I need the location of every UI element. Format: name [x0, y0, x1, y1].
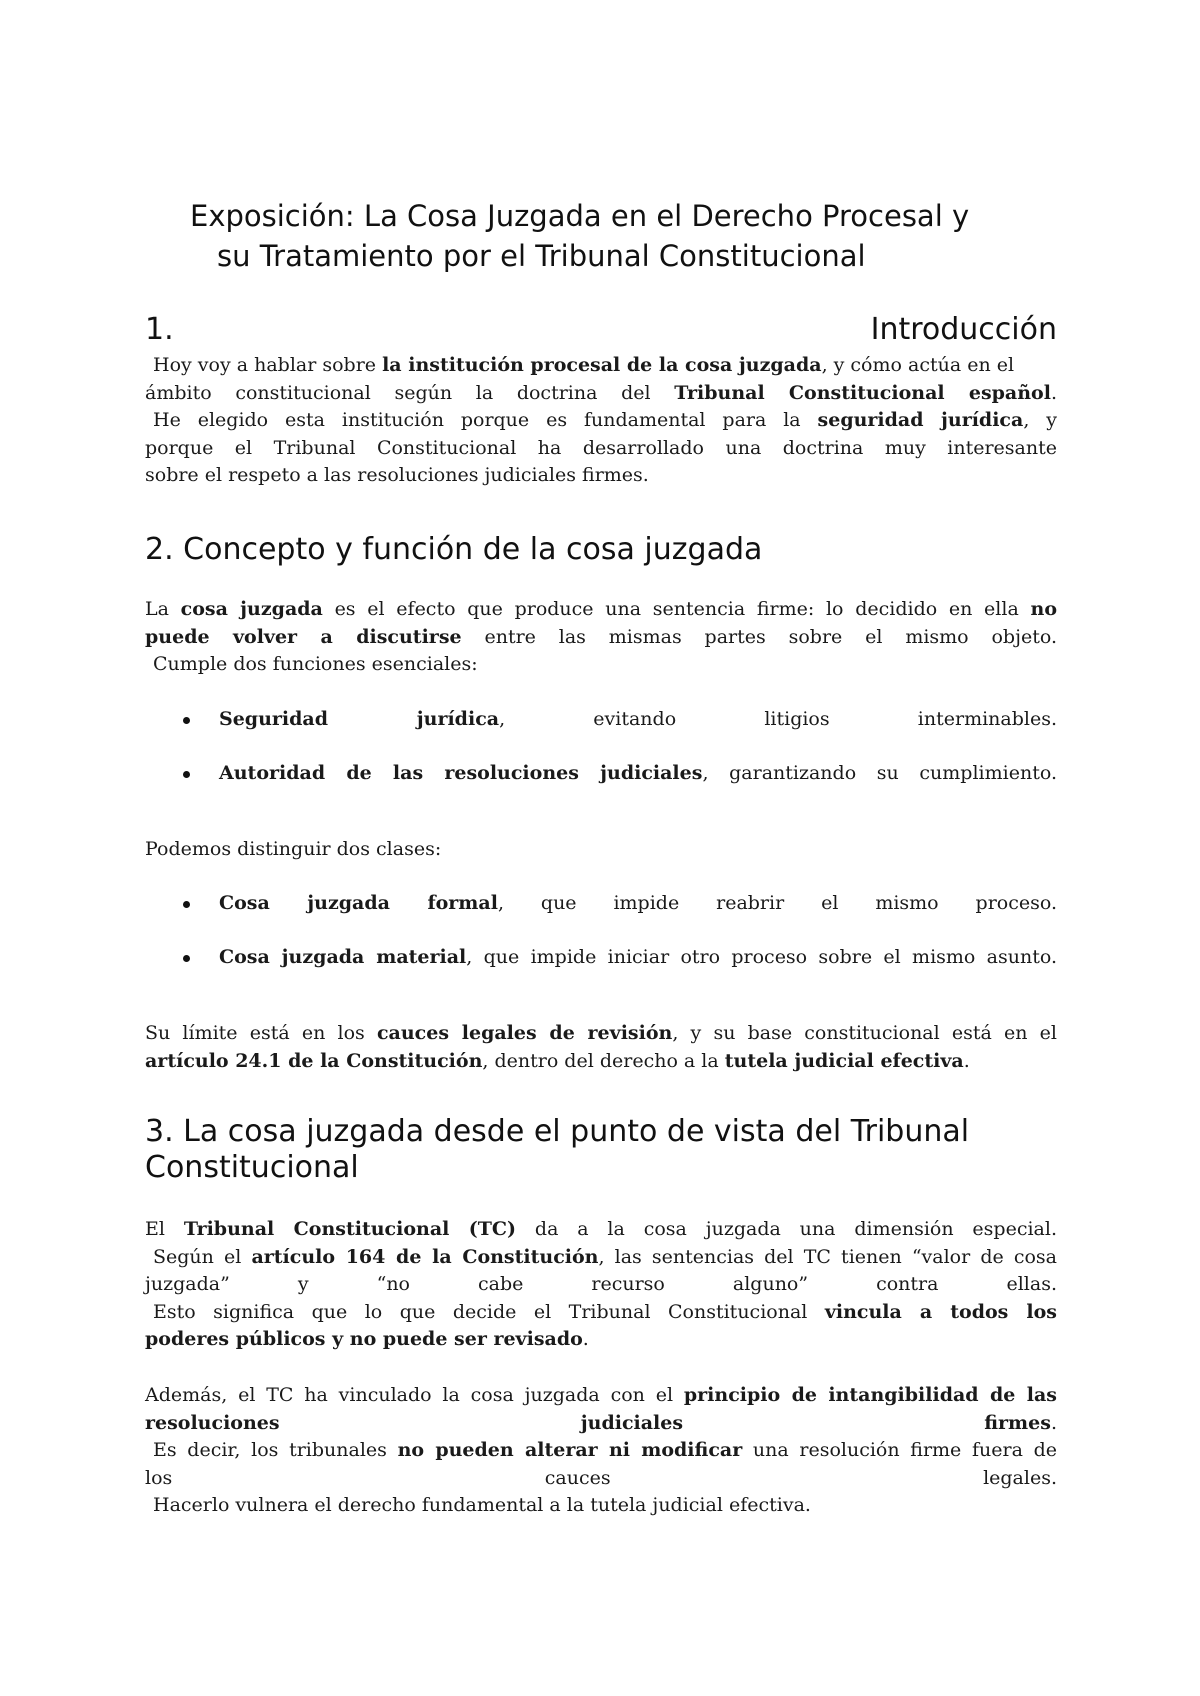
- text-run: .: [1050, 1411, 1057, 1434]
- text-run: Además, el TC ha vinculado la cosa juzgada con el: [145, 1384, 684, 1406]
- section-2-body: [145, 596, 1057, 679]
- text-run: .: [1050, 381, 1057, 404]
- text-run: Su límite está en los: [145, 1022, 377, 1044]
- bullet-text: [185, 890, 1057, 918]
- section-3-heading-line-1: 3. La cosa juzgada desde el punto de vista del Tribunal: [145, 1114, 970, 1149]
- bold-text: Cosa juzgada material: [219, 946, 467, 968]
- text-run: da a la cosa juzgada una dimensión especial.: [516, 1218, 1058, 1240]
- s3-line: [145, 1216, 1057, 1244]
- text-run: entre las mismas partes sobre el mismo objeto.: [461, 625, 1057, 648]
- classes-intro: Podemos distinguir dos clases:: [145, 838, 442, 860]
- s1-line: [145, 407, 1057, 435]
- bold-text: artículo 164 de la Constitución: [251, 1245, 599, 1268]
- section-1-title: Introducción: [870, 312, 1057, 347]
- s1-line: sobre el respeto a las resoluciones judiciales firmes.: [145, 464, 649, 486]
- text-run: es el efecto que produce una sentencia firme: lo decidido en ella: [322, 598, 1031, 620]
- s2-closing-line: [145, 1048, 1057, 1076]
- bold-text: Cosa juzgada formal: [219, 892, 498, 914]
- text-run: Es decir, los tribunales: [153, 1439, 398, 1461]
- function-bullet: [185, 760, 1057, 788]
- bold-text: resoluciones judiciales firmes: [145, 1411, 1051, 1434]
- s2-closing-line: [145, 1020, 1057, 1048]
- section-3-heading-line-2: Constitucional: [145, 1150, 359, 1185]
- class-bullet: [185, 944, 1057, 972]
- text-run: .: [963, 1049, 970, 1072]
- bullet-text: [185, 944, 1057, 972]
- section-1-number: 1.: [145, 312, 174, 347]
- bold-text: poderes públicos y no puede ser revisado: [145, 1328, 583, 1350]
- s1-line: [145, 380, 1057, 408]
- s3-line: [145, 1244, 1057, 1272]
- s3-line: los cauces legales.: [145, 1466, 1057, 1489]
- text-run: El: [145, 1218, 184, 1240]
- section-1-body: [145, 352, 1057, 490]
- section-3-heading: [145, 1114, 1057, 1186]
- text-run: He elegido esta institución porque es fundamental para la: [153, 409, 818, 431]
- text-run: , y: [1023, 409, 1057, 431]
- s3-line: [145, 1326, 1057, 1354]
- section-3-paragraph-1: [145, 1216, 1057, 1354]
- bold-text: cosa juzgada: [180, 598, 323, 620]
- document-title: [190, 196, 1090, 276]
- s1-line: [145, 352, 1057, 380]
- bold-text: no: [1030, 598, 1057, 620]
- text-run: , y cómo actúa en el: [821, 354, 1015, 376]
- text-run: Hoy voy a hablar sobre: [153, 354, 383, 376]
- title-line-1: Exposición: La Cosa Juzgada en el Derecho Procesal y: [190, 199, 970, 233]
- bold-text: puede volver a discutirse: [145, 625, 462, 648]
- class-bullet: [185, 890, 1057, 918]
- bullet-text: [185, 760, 1057, 788]
- text-run: , dentro del derecho a la: [482, 1049, 725, 1072]
- bold-text: Tribunal Constitucional (TC): [183, 1218, 517, 1240]
- text-run: Según el: [153, 1245, 252, 1268]
- section-2-closing: [145, 1020, 1057, 1075]
- function-bullet: [185, 706, 1057, 734]
- bold-text: vincula a todos los: [824, 1300, 1057, 1323]
- section-3-paragraph-2: [145, 1382, 1057, 1520]
- s1-line: porque el Tribunal Constitucional ha desarrollado una doctrina muy interesante: [145, 436, 1057, 459]
- text-run: , garantizando su cumplimiento.: [702, 762, 1057, 784]
- text-run: ámbito constitucional según la doctrina del: [145, 381, 675, 404]
- bold-text: artículo 24.1 de la Constitución: [145, 1049, 483, 1072]
- section-2-heading: 2. Concepto y función de la cosa juzgada: [145, 532, 763, 567]
- bold-text: Tribunal Constitucional español: [674, 381, 1051, 404]
- text-run: , que impide iniciar otro proceso sobre el mismo asunto.: [466, 946, 1057, 968]
- s3-line: juzgada” y “no cabe recurso alguno” contra ellas.: [145, 1273, 1057, 1295]
- s3-line: [145, 1410, 1057, 1438]
- bold-text: la institución procesal de la cosa juzgada: [382, 354, 822, 376]
- s3-line: [145, 1437, 1057, 1465]
- title-line-2: su Tratamiento por el Tribunal Constitucional: [217, 239, 866, 273]
- s2-line: Cumple dos funciones esenciales:: [153, 653, 478, 675]
- bold-text: tutela judicial efectiva: [724, 1049, 964, 1072]
- bullet-text: [185, 706, 1057, 734]
- text-run: , y su base constitucional está en el: [672, 1022, 1057, 1044]
- text-run: , que impide reabrir el mismo proceso.: [497, 892, 1057, 914]
- text-run: Esto significa que lo que decide el Tribunal Constitucional: [153, 1300, 825, 1323]
- s2-line: [145, 596, 1057, 624]
- s2-line: [145, 624, 1057, 652]
- text-run: , evitando litigios interminables.: [499, 708, 1058, 730]
- bold-text: Autoridad de las resoluciones judiciales: [219, 762, 703, 784]
- bold-text: seguridad jurídica: [817, 409, 1024, 431]
- bold-text: principio de intangibilidad de las: [683, 1384, 1057, 1406]
- bold-text: Seguridad jurídica: [219, 708, 500, 730]
- text-run: La: [145, 598, 181, 620]
- bold-text: cauces legales de revisión: [376, 1022, 673, 1044]
- s3-line: [145, 1299, 1057, 1327]
- text-run: , las sentencias del TC tienen “valor de cosa: [598, 1245, 1057, 1268]
- text-run: una resolución firme fuera de: [742, 1439, 1057, 1461]
- bold-text: no pueden alterar ni modificar: [397, 1439, 743, 1461]
- s3-line: [145, 1382, 1057, 1410]
- s3-line: Hacerlo vulnera el derecho fundamental a la tutela judicial efectiva.: [153, 1494, 811, 1516]
- text-run: .: [582, 1328, 589, 1350]
- section-1-heading: [145, 312, 1057, 348]
